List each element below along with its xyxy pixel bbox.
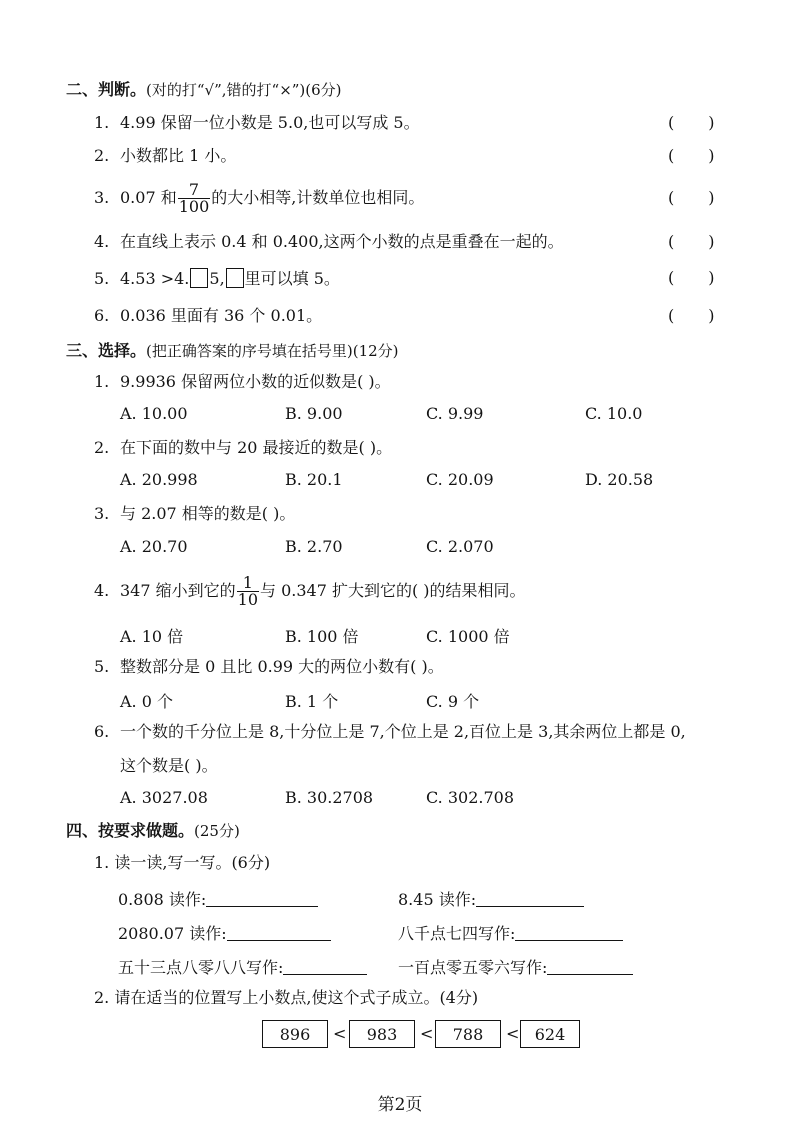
judge-item-1: 1. 4.99 保留一位小数是 5.0,也可以写成 5。 [94, 113, 420, 132]
less-than-sign: < [420, 1024, 434, 1043]
answer-parens-3[interactable]: ( ) [668, 188, 715, 207]
less-than-sign: < [506, 1024, 520, 1043]
answer-blank[interactable] [515, 922, 623, 941]
section-4-heading [66, 821, 240, 841]
fraction-1-10: $\frac{1}{10}$ [237, 573, 258, 609]
option-c[interactable]: C. 9.99 [426, 404, 484, 423]
option-c[interactable]: C. 2.070 [426, 537, 494, 556]
read-write-item: 8.45 读作: [398, 888, 584, 910]
number-box-3[interactable]: 788 [435, 1020, 501, 1048]
answer-blank[interactable] [227, 922, 331, 941]
judge-item-text: 小数都比 1 小。 [120, 146, 237, 165]
option-c[interactable]: C. 20.09 [426, 470, 494, 489]
choice-question-6: 6. 一个数的千分位上是 8,十分位上是 7,个位上是 2,百位上是 3,其余两位上都是 0, [94, 722, 686, 741]
answer-parens-4[interactable]: ( ) [668, 232, 715, 251]
option-b[interactable]: B. 20.1 [285, 470, 343, 489]
option-b[interactable]: B. 1 个 [285, 692, 339, 711]
choice-question-5: 5. 整数部分是 0 且比 0.99 大的两位小数有( )。 [94, 657, 444, 676]
option-a[interactable]: A. 10.00 [120, 404, 188, 423]
blank-box[interactable] [190, 268, 208, 288]
option-c[interactable]: C. 302.708 [426, 788, 515, 807]
option-a[interactable]: A. 3027.08 [120, 788, 208, 807]
answer-parens-6[interactable]: ( ) [668, 306, 715, 325]
choice-question-4: 4. 347 缩小到它的 $\frac{1}{10}$ 与 0.347 扩大到它的( )的结果相同。 [94, 573, 526, 609]
page-number: 第2页 [377, 1095, 423, 1115]
number-box-1[interactable]: 896 [262, 1020, 328, 1048]
judge-item-2: 2. 小数都比 1 小。 [94, 146, 237, 165]
read-write-heading: 1. 读一读,写一写。(6分) [94, 853, 271, 872]
option-b[interactable]: B. 30.2708 [285, 788, 374, 807]
option-c[interactable]: C. 9 个 [426, 692, 480, 711]
number-box-4[interactable]: 624 [520, 1020, 580, 1048]
read-write-item: 八千点七四写作: [398, 922, 623, 944]
less-than-sign: < [333, 1024, 347, 1043]
option-a[interactable]: A. 20.70 [120, 537, 188, 556]
answer-parens-5[interactable]: ( ) [668, 268, 715, 287]
answer-parens-2[interactable]: ( ) [668, 146, 715, 165]
option-d[interactable]: C. 10.0 [585, 404, 643, 423]
option-a[interactable]: A. 10 倍 [120, 627, 184, 646]
judge-item-text: 在直线上表示 0.4 和 0.400,这两个小数的点是重叠在一起的。 [120, 232, 564, 251]
judge-item-4: 4. 在直线上表示 0.4 和 0.400,这两个小数的点是重叠在一起的。 [94, 232, 564, 251]
option-b[interactable]: B. 9.00 [285, 404, 343, 423]
answer-blank[interactable] [283, 956, 367, 975]
choice-question-2: 2. 在下面的数中与 20 最接近的数是( )。 [94, 438, 393, 457]
blank-box[interactable] [226, 268, 244, 288]
option-d[interactable]: D. 20.58 [585, 470, 654, 489]
judge-item-6: 6. 0.036 里面有 36 个 0.01。 [94, 306, 323, 325]
decimal-point-heading: 2. 请在适当的位置写上小数点,使这个式子成立。(4分) [94, 988, 479, 1007]
answer-parens-1[interactable]: ( ) [668, 113, 715, 132]
answer-blank[interactable] [476, 888, 584, 907]
option-b[interactable]: B. 2.70 [285, 537, 343, 556]
judge-item-5: 5. 4.53 >4. 5, 里可以填 5。 [94, 269, 340, 288]
choice-question-6-line-2: 这个数是( )。 [120, 756, 218, 775]
option-b[interactable]: B. 100 倍 [285, 627, 359, 646]
number-box-2[interactable]: 983 [349, 1020, 415, 1048]
option-c[interactable]: C. 1000 倍 [426, 627, 510, 646]
option-a[interactable]: A. 20.998 [120, 470, 198, 489]
section-2-note: (对的打“√”,错的打“×”)(6分) [146, 81, 342, 99]
answer-blank[interactable] [547, 956, 633, 975]
section-2-heading [66, 80, 342, 100]
read-write-item: 0.808 读作: [118, 888, 318, 910]
section-2-title: 二、判断。 [66, 80, 147, 99]
section-3-heading [66, 341, 399, 361]
fraction-7-100: $\frac{7}{100}$ [178, 180, 210, 216]
choice-question-3: 3. 与 2.07 相等的数是( )。 [94, 504, 296, 523]
judge-item-text: 4.99 保留一位小数是 5.0,也可以写成 5。 [120, 113, 420, 132]
judge-item-3: 3. 0.07 和 $\frac{7}{100}$ 的大小相等,计数单位也相同。 [94, 180, 425, 216]
option-a[interactable]: A. 0 个 [120, 692, 173, 711]
section-4-note: (25分) [194, 822, 240, 840]
read-write-item: 一百点零五零六写作: [398, 956, 633, 978]
section-4-title: 四、按要求做题。 [66, 821, 195, 840]
choice-question-1: 1. 9.9936 保留两位小数的近似数是( )。 [94, 372, 391, 391]
judge-item-text: 0.036 里面有 36 个 0.01。 [120, 306, 323, 325]
section-3-title: 三、选择。 [66, 341, 147, 360]
read-write-item: 2080.07 读作: [118, 922, 331, 944]
section-3-note: (把正确答案的序号填在括号里)(12分) [146, 342, 399, 360]
answer-blank[interactable] [206, 888, 318, 907]
read-write-item: 五十三点八零八八写作: [118, 956, 367, 978]
